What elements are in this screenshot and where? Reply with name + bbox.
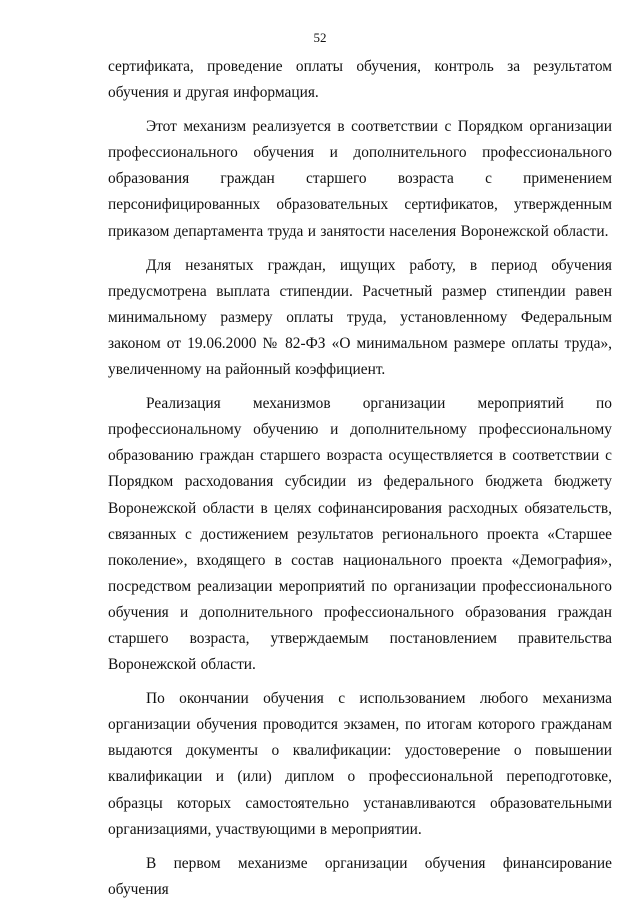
page-number: 52 bbox=[313, 30, 327, 45]
document-body bbox=[108, 54, 612, 903]
paragraph-exam: По окончании обучения с использованием любого механизма организации обучения проводится экзамен, по итогам которого гражданам выдаются документы о квалификации: удостоверение о повышении квалификации и (или) диплом о профессиональной переподготовке, образцы которых самостоятельно устанавливаются образовательными организациями, участвующими в мероприятии. bbox=[108, 690, 612, 838]
paragraph-continuation: сертификата, проведение оплаты обучения, контроль за результатом обучения и другая информация. bbox=[108, 58, 612, 102]
paragraph-stipend: Для незанятых граждан, ищущих работу, в период обучения предусмотрена выплата стипендии. Расчетный размер стипендии равен минимальному размеру оплаты труда, установленному Федеральным законом от 19.06.2000 № 82-ФЗ «О минимальном размере оплаты труда», увеличенному на районный коэффициент. bbox=[108, 256, 612, 379]
paragraph-mechanism-order: Этот механизм реализуется в соответствии с Порядком организации профессионального обучения и дополнительного профессионального образования граждан старшего возраста с применением персонифицированных образовательных сертификатов, утвержденным приказом департамента труда и занятости населения Воронежской области. bbox=[108, 118, 612, 240]
paragraph-implementation: Реализация механизмов организации мероприятий по профессиональному обучению и дополнительному профессиональному образованию граждан старшего возраста осуществляется в соответствии с Порядком расходования субсидии из федерального бюджета бюджету Воронежской области в целях софинансирования расходных обязательств, связанных с достижением результатов регионального проекта «Старшее поколение», входящего в состав национального проекта «Демография», посредством реализации мероприятий по организации профессионального обучения и дополнительного профессионального образования граждан старшего возраста, утверждаемым постановлением правительства Воронежской области. bbox=[108, 395, 612, 674]
paragraph-financing: В первом механизме организации обучения финансирование обучения bbox=[108, 854, 612, 898]
